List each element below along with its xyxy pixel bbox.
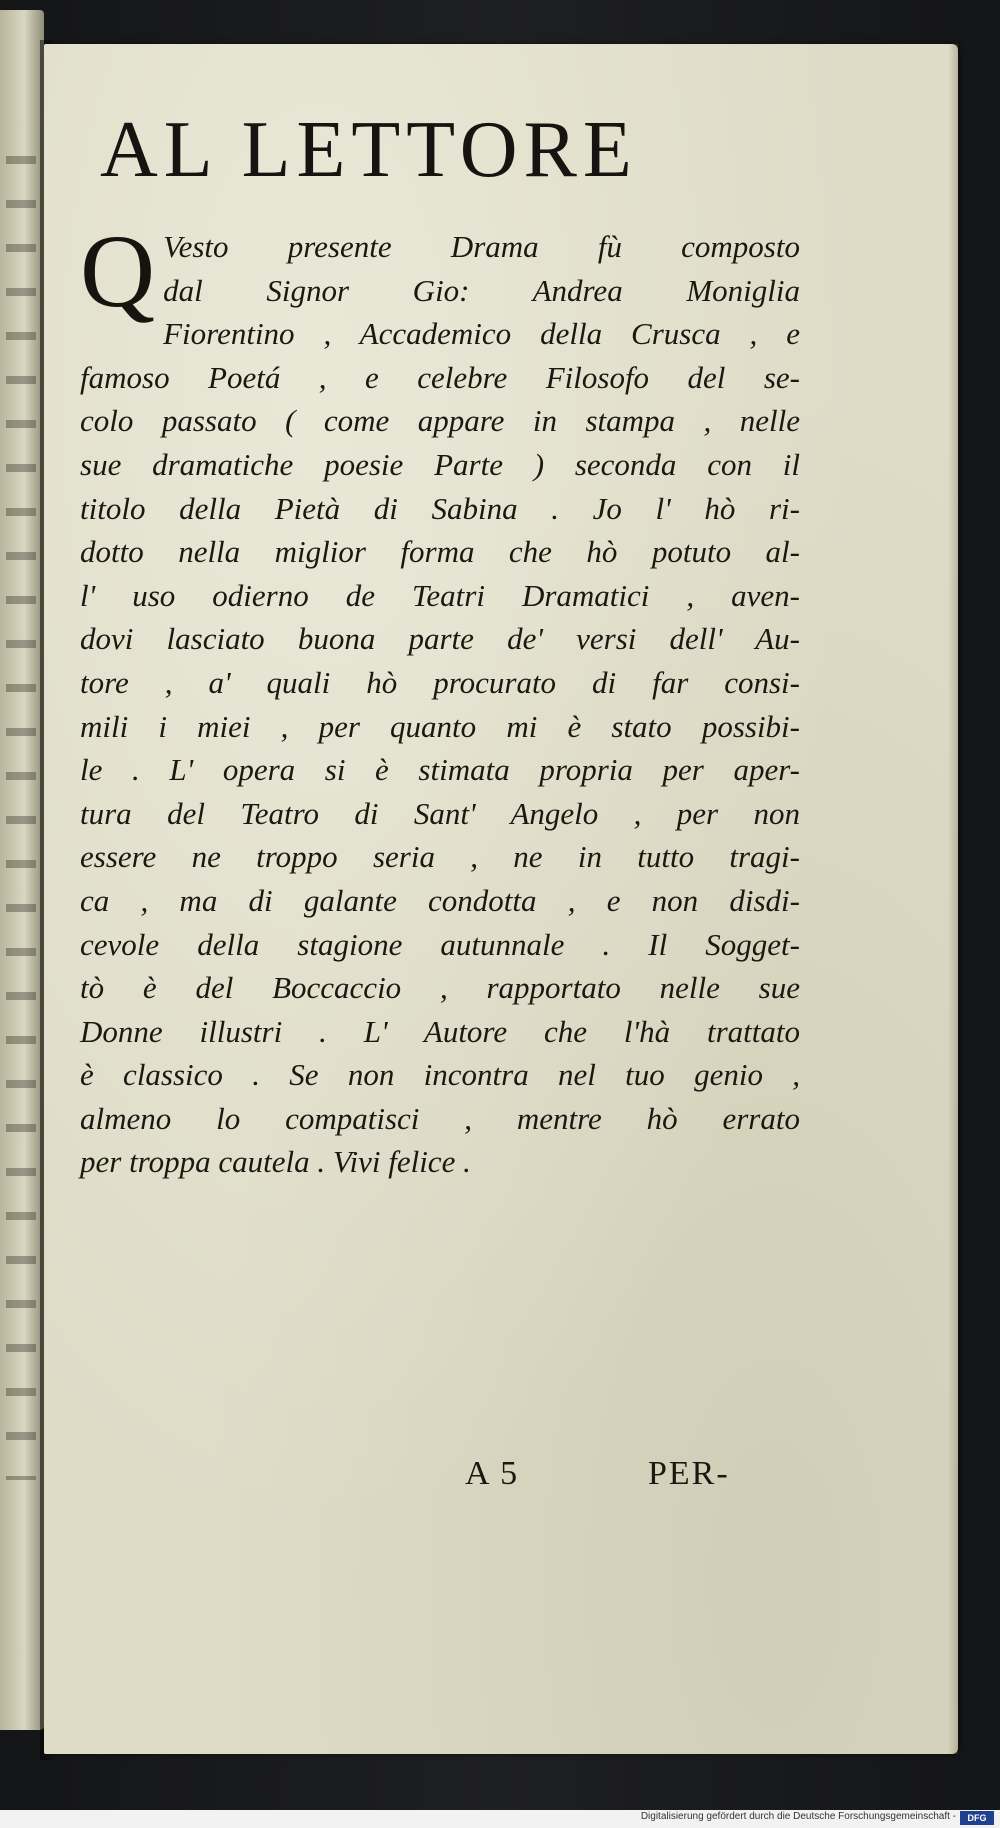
page-heading: AL LETTORE — [100, 106, 638, 194]
text-line: tore , a' quali hò procurato di far consi- — [80, 664, 800, 700]
text-line: cevole della stagione autunnale . Il Sogget- — [80, 926, 800, 962]
text-line: mili i miei , per quanto mi è stato possibi- — [80, 708, 800, 744]
text-line: l' uso odierno de Teatri Dramatici , aven- — [80, 577, 800, 613]
text-line: è classico . Se non incontra nel tuo genio , — [80, 1057, 800, 1093]
text-line: essere ne troppo seria , ne in tutto tragi- — [80, 839, 800, 875]
catchword: PER- — [648, 1455, 730, 1492]
signature-mark: A 5 — [465, 1455, 520, 1492]
text-line: dotto nella miglior forma che hò potuto al- — [80, 534, 800, 570]
text-line: Vesto presente Drama fù composto — [163, 229, 800, 264]
dfg-logo: DFG — [960, 1811, 994, 1825]
text-line: tò è del Boccaccio , rapportato nelle sue — [80, 970, 800, 1006]
drop-initial: Q — [80, 214, 156, 329]
text-line: tura del Teatro di Sant' Angelo , per non — [80, 795, 800, 831]
previous-page-text-fragments — [6, 130, 36, 1480]
text-line: colo passato ( come appare in stampa , nelle — [80, 403, 800, 439]
text-line: famoso Poetá , e celebre Filosofo del se- — [80, 359, 800, 395]
text-line: almeno lo compatisci , mentre hò errato — [80, 1100, 800, 1136]
text-line: Donne illustri . L' Autore che l'hà trattato — [80, 1013, 800, 1049]
digitization-credit: Digitalisierung gefördert durch die Deutsche Forschungsgemeinschaft - — [640, 1811, 956, 1822]
previous-page-edge — [0, 10, 44, 1730]
text-line: le . L' opera si è stimata propria per aper- — [80, 752, 800, 788]
text-line: dovi lasciato buona parte de' versi dell' Au- — [80, 621, 800, 657]
text-line: dal Signor Gio: Andrea Moniglia — [163, 272, 800, 308]
text-line: titolo della Pietà di Sabina . Jo l' hò ri- — [80, 490, 800, 526]
text-line: per troppa cautela . Vivi felice . — [80, 1144, 471, 1180]
text-line: sue dramatiche poesie Parte ) seconda con il — [80, 446, 800, 482]
body-text — [80, 214, 800, 1184]
page-edge — [948, 44, 958, 1754]
text-line: ca , ma di galante condotta , e non disdi- — [80, 882, 800, 918]
text-line: Fiorentino , Accademico della Crusca , e — [163, 316, 800, 352]
